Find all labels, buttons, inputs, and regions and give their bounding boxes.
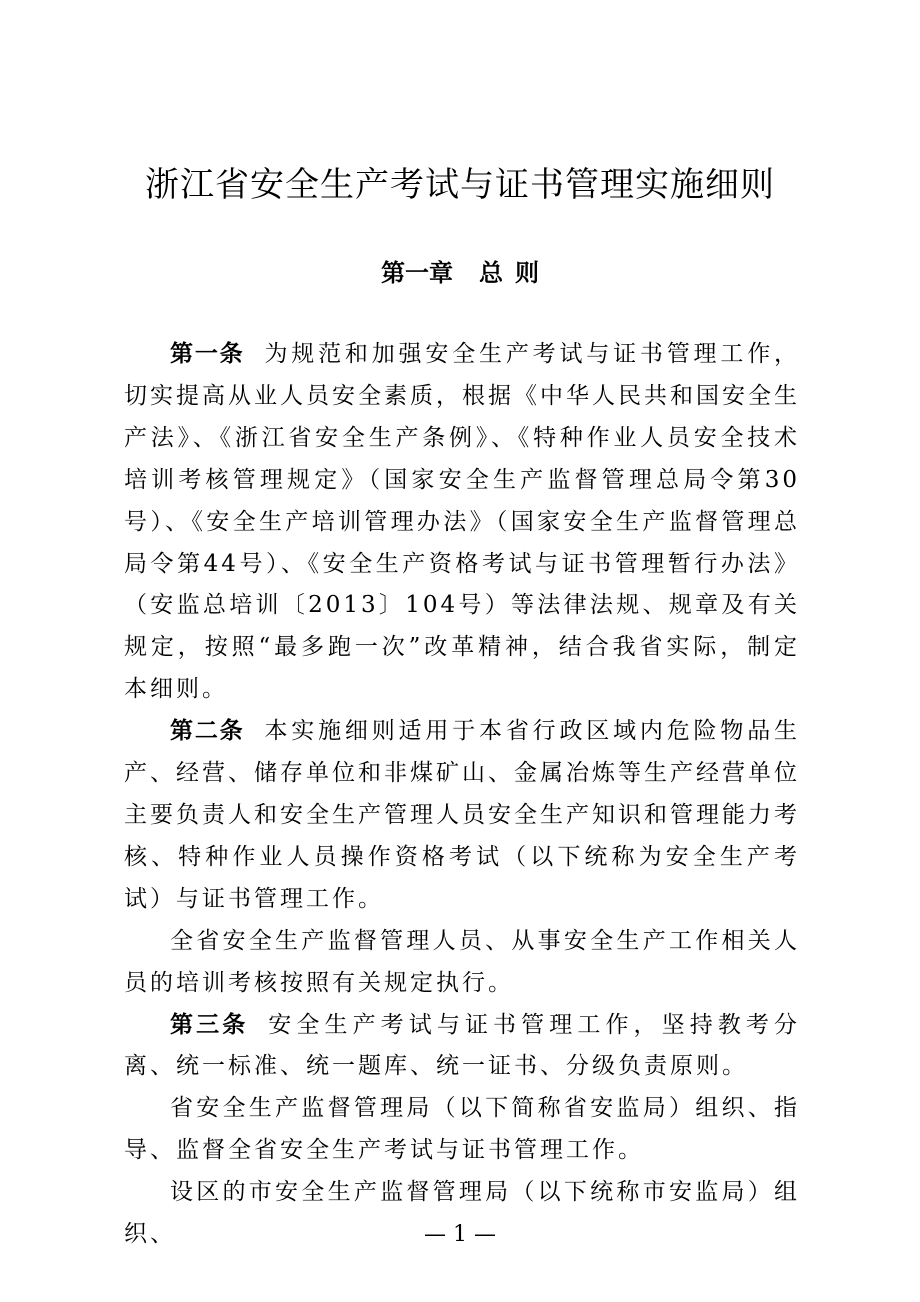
article-1: [124, 334, 800, 711]
article-text: 安全生产考试与证书管理工作，坚持教考分离、统一标准、统一题库、统一证书、分级负责原则。: [124, 1011, 801, 1080]
document-body: [124, 334, 800, 1256]
article-2: [124, 711, 800, 921]
chapter-title: [0, 253, 920, 293]
page-number: — 1 —: [424, 1222, 496, 1247]
chapter-number: 第一章: [381, 259, 453, 287]
article-label: 第一条: [170, 341, 245, 367]
article-3-paragraph: [124, 1088, 800, 1172]
article-2-paragraph: [124, 921, 800, 1005]
article-label: 第二条: [170, 718, 245, 745]
document-title: 浙江省安全生产考试与证书管理实施细则: [145, 165, 775, 205]
chapter-word-1: 总: [479, 259, 503, 287]
article-text: 本实施细则适用于本省行政区域内危险物品生产、经营、储存单位和非煤矿山、金属冶炼等生产经营单位主要负责人和安全生产管理人员安全生产知识和管理能力考核、特种作业人员操作资格考试（以下统称为安全生产考试）与证书管理工作。: [124, 718, 801, 912]
chapter-word-2: 则: [515, 259, 539, 287]
paragraph-text: 设区的市安全生产监督管理局（以下统称市安监局）组织、: [124, 1179, 800, 1248]
article-3: [124, 1005, 800, 1089]
paragraph-text: 省安全生产监督管理局（以下简称省安监局）组织、指导、监督全省安全生产考试与证书管理工作。: [124, 1095, 800, 1164]
article-label: 第三条: [170, 1011, 249, 1038]
article-text: 为规范和加强安全生产考试与证书管理工作，切实提高从业人员安全素质，根据《中华人民共和国安全生产法》、《浙江省安全生产条例》、《特种作业人员安全技术培训考核管理规定》（国家安全生产监督管理总局令第30号）、《安全生产培训管理办法》（国家安全生产监督管理总局令第44号）、《安全生产资格考试与证书管理暂行办法》（安监总培训〔2013〕104号）等法律法规、规章及有关规定，按照“最多跑一次”改革精神，结合我省实际，制定本细则。: [124, 341, 801, 703]
paragraph-text: 全省安全生产监督管理人员、从事安全生产工作相关人员的培训考核按照有关规定执行。: [124, 927, 800, 996]
